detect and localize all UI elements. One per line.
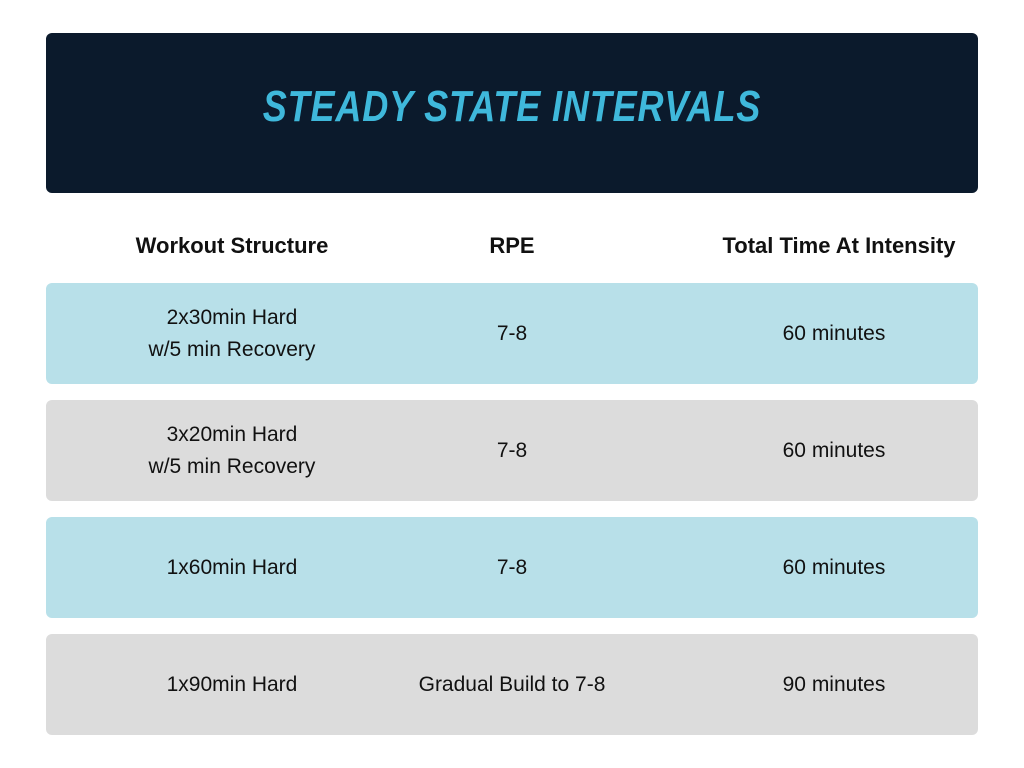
structure-cell [46,634,418,735]
page-title: STEADY STATE INTERVALS [262,82,762,131]
header-total-time: Total Time At Intensity [722,233,956,258]
time-cell: 60 minutes [782,438,886,462]
structure-line: 2x30min Hard [166,305,298,329]
rpe-cell: 7-8 [496,321,528,345]
table-row [46,517,978,618]
structure-cell [46,400,418,501]
table-row [46,283,978,384]
rpe-cell: Gradual Build to 7-8 [418,672,606,696]
table-header [46,226,978,266]
table-row [46,400,978,501]
structure-line: 3x20min Hard [166,422,298,446]
rpe-cell: 7-8 [496,438,528,462]
title-banner [46,33,978,193]
structure-line: w/5 min Recovery [148,337,316,361]
header-workout-structure: Workout Structure [135,233,329,258]
structure-line: w/5 min Recovery [148,454,316,478]
time-cell: 90 minutes [782,672,886,696]
structure-line: 1x60min Hard [166,555,298,579]
structure-cell [46,283,418,384]
header-rpe: RPE [489,233,535,258]
time-cell: 60 minutes [782,555,886,579]
table-row [46,634,978,735]
rpe-cell: 7-8 [496,555,528,579]
structure-cell [46,517,418,618]
time-cell: 60 minutes [782,321,886,345]
structure-line: 1x90min Hard [166,672,298,696]
